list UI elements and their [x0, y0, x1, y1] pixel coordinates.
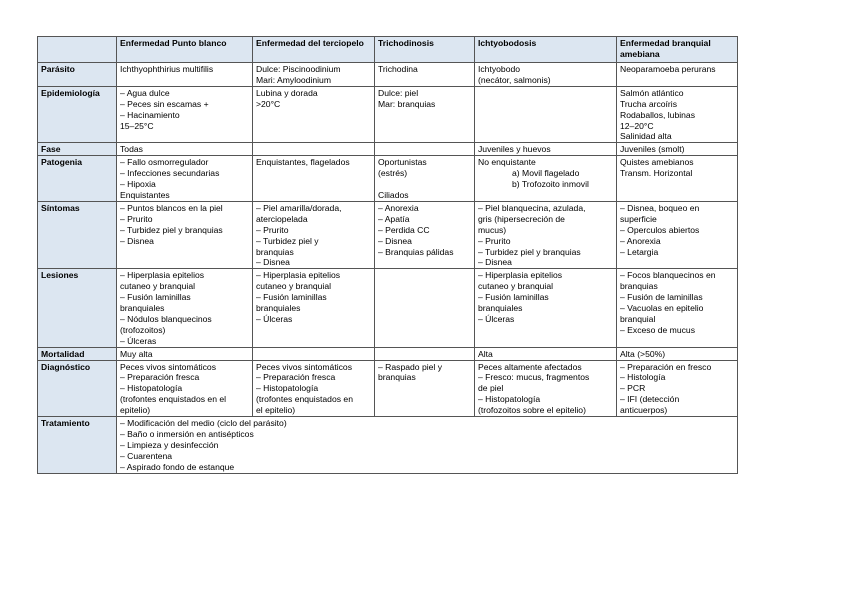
cell-line: – Hacinamiento	[120, 109, 180, 120]
cell-line: Peces vivos sintomáticos	[256, 361, 352, 372]
row-label: Patogenia	[38, 156, 117, 202]
table-cell	[253, 347, 375, 360]
cell-line: Transm. Horizontal	[620, 168, 693, 179]
row-label: Fase	[38, 143, 117, 156]
cell-line: (trofozoitos sobre el epitelio)	[478, 405, 586, 416]
table-cell	[617, 201, 738, 268]
table-row	[38, 156, 738, 202]
cell-line: – Puntos blancos en la piel	[120, 202, 223, 213]
table-cell	[475, 63, 617, 87]
cell-line: Juveniles y huevos	[478, 144, 551, 155]
table-cell	[117, 269, 253, 347]
table-body	[38, 63, 738, 474]
row-label: Parásito	[38, 63, 117, 87]
cell-line: – Prurito	[256, 224, 289, 235]
table-cell	[617, 156, 738, 202]
table-cell	[253, 143, 375, 156]
header-branquial-amebiana: Enfermedad branquial amebiana	[617, 37, 738, 63]
cell-line: – Úlceras	[120, 335, 157, 346]
cell-line: – Histopatología	[478, 394, 541, 405]
cell-line: – Anorexia	[620, 235, 661, 246]
cell-line: Juveniles (smolt)	[620, 144, 685, 155]
table-cell	[375, 63, 475, 87]
cell-line: – Disnea	[378, 235, 412, 246]
table-cell	[117, 417, 738, 474]
cell-line: anticuerpos)	[620, 405, 668, 416]
cell-line: Ichthyophthirius multifilis	[120, 64, 214, 74]
cell-line: – Aspirado fondo de estanque	[120, 461, 235, 472]
cell-line: – Branquias pálidas	[378, 246, 454, 257]
cell-line: No enquistante	[478, 157, 536, 168]
table-row	[38, 201, 738, 268]
cell-line: – Fallo osmorregulador	[120, 157, 209, 168]
cell-line: – Disnea	[478, 257, 512, 268]
table-cell	[617, 143, 738, 156]
table-cell	[375, 269, 475, 347]
cell-line: de piel	[478, 383, 504, 394]
table-cell	[117, 86, 253, 143]
cell-line: – Limpieza y desinfección	[120, 439, 219, 450]
cell-line: – Disnea, boqueo en	[620, 202, 700, 213]
cell-line: Dulce: piel	[378, 87, 419, 98]
table-cell	[617, 86, 738, 143]
cell-line: – Fusión laminillas	[478, 292, 549, 303]
sub-list	[478, 168, 613, 190]
cell-line: – Hiperplasia epitelios	[120, 270, 205, 281]
cell-line: – Piel blanquecina, azulada,	[478, 202, 586, 213]
cell-line: branquias	[378, 372, 416, 383]
cell-line: – Agua dulce	[120, 87, 170, 98]
cell-line: – Histología	[620, 372, 666, 383]
cell-line: Enquistantes	[120, 189, 170, 200]
table-row	[38, 347, 738, 360]
cell-line: branquias	[620, 281, 658, 292]
cell-line: cutaneo y branquial	[478, 281, 554, 292]
cell-line: – Prurito	[120, 213, 153, 224]
sub-list-item: b) Trofozoito inmovil	[512, 179, 589, 190]
cell-line: Muy alta	[120, 348, 153, 359]
cell-line: Trucha arcoíris	[620, 98, 677, 109]
cell-line: superficie	[620, 213, 657, 224]
cell-line: >20°C	[256, 98, 281, 109]
cell-line: – Turbidez piel y branquias	[478, 246, 581, 257]
table-cell	[617, 63, 738, 87]
cell-line: – Exceso de mucus	[620, 324, 695, 335]
cell-line: el epitelio)	[256, 405, 296, 416]
cell-line: Peces altamente afectados	[478, 361, 582, 372]
table-cell	[117, 143, 253, 156]
cell-line: Alta (>50%)	[620, 348, 666, 359]
table-cell	[617, 360, 738, 417]
table-row	[38, 269, 738, 347]
cell-line: cutaneo y branquial	[120, 281, 196, 292]
table-row	[38, 417, 738, 474]
row-label: Síntomas	[38, 201, 117, 268]
cell-line: – Infecciones secundarias	[120, 168, 220, 179]
cell-line: – Úlceras	[478, 313, 515, 324]
sub-list-item: a) Movil flagelado	[512, 168, 580, 179]
table-cell	[253, 156, 375, 202]
cell-line: Neoparamoeba perurans	[620, 64, 716, 74]
header-corner	[38, 37, 117, 63]
cell-line: – Úlceras	[256, 313, 293, 324]
table-cell	[375, 86, 475, 143]
cell-line: (trofozoitos)	[120, 324, 166, 335]
cell-line: – Vacuolas en epitelio	[620, 303, 704, 314]
cell-line: – Turbidez piel y branquias	[120, 224, 223, 235]
cell-line: – Histopatología	[120, 383, 183, 394]
cell-line: branquiales	[478, 303, 523, 314]
cell-gap	[378, 179, 471, 190]
table-cell	[253, 63, 375, 87]
cell-line: – PCR	[620, 383, 646, 394]
header-trichodinosis: Trichodinosis	[375, 37, 475, 63]
cell-line: – Anorexia	[378, 202, 419, 213]
header-ichtyobodosis: Ichtyobodosis	[475, 37, 617, 63]
cell-line: – Disnea	[120, 235, 154, 246]
table-cell	[375, 143, 475, 156]
cell-line: – Preparación fresca	[256, 372, 336, 383]
cell-line: – Operculos abiertos	[620, 224, 700, 235]
table-cell	[117, 63, 253, 87]
cell-line: Peces vivos sintomáticos	[120, 361, 216, 372]
cell-line: – Preparación en fresco	[620, 361, 712, 372]
table-cell	[617, 269, 738, 347]
row-label: Lesiones	[38, 269, 117, 347]
cell-line: – Focos blanquecinos en	[620, 270, 716, 281]
cell-line: – Fusión laminillas	[120, 292, 191, 303]
cell-line: – IFI (detección	[620, 394, 680, 405]
cell-line: – Piel amarilla/dorada,	[256, 202, 342, 213]
table-row	[38, 86, 738, 143]
disease-comparison-table	[37, 36, 738, 474]
cell-line: – Letargia	[620, 246, 659, 257]
table-cell	[475, 143, 617, 156]
table-cell	[375, 360, 475, 417]
cell-line: 12–20°C	[620, 120, 654, 131]
row-label: Tratamiento	[38, 417, 117, 474]
table-cell	[475, 201, 617, 268]
cell-line: Todas	[120, 144, 143, 155]
table-cell	[475, 86, 617, 143]
table-cell	[253, 86, 375, 143]
cell-line: – Hipoxia	[120, 179, 156, 190]
cell-line: Mar: branquias	[378, 98, 436, 109]
header-row	[38, 37, 738, 63]
table-cell	[475, 156, 617, 202]
cell-line: Enquistantes, flagelados	[256, 157, 350, 168]
cell-line: – Histopatología	[256, 383, 319, 394]
cell-line: Ichtyobodo	[478, 64, 521, 74]
cell-line: branquiales	[120, 303, 165, 314]
cell-line: Quistes amebianos	[620, 157, 694, 168]
table-cell	[117, 156, 253, 202]
cell-line: – Perdida CC	[378, 224, 430, 235]
cell-line: Salmón atlántico	[620, 87, 684, 98]
cell-line: – Fresco: mucus, fragmentos	[478, 372, 590, 383]
table-cell	[475, 269, 617, 347]
cell-line: branquiales	[256, 303, 301, 314]
cell-line: Alta	[478, 348, 493, 359]
cell-line: (trofontes enquistados en el	[120, 394, 227, 405]
table-cell	[117, 360, 253, 417]
row-label: Mortalidad	[38, 347, 117, 360]
cell-line: Mari: Amyloodinium	[256, 74, 331, 85]
cell-line: – Fusión laminillas	[256, 292, 327, 303]
cell-line: – Apatía	[378, 213, 410, 224]
cell-line: (necátor, salmonis)	[478, 74, 551, 85]
cell-line: – Modificación del medio (ciclo del parásito)	[120, 418, 287, 429]
table-cell	[117, 347, 253, 360]
table-cell	[253, 269, 375, 347]
cell-line: (estrés)	[378, 168, 408, 179]
cell-line: – Nódulos blanquecinos	[120, 313, 212, 324]
table-cell	[617, 347, 738, 360]
cell-line: – Turbidez piel y	[256, 235, 319, 246]
cell-line: gris (hipersecreción de	[478, 213, 565, 224]
header-terciopelo: Enfermedad del terciopelo	[253, 37, 375, 63]
table-cell	[375, 156, 475, 202]
cell-line: Ciliados	[378, 189, 409, 200]
cell-line: Rodaballos, lubinas	[620, 109, 696, 120]
cell-line: – Raspado piel y	[378, 361, 443, 372]
cell-line: Oportunistas	[378, 157, 427, 168]
row-label: Diagnóstico	[38, 360, 117, 417]
table-row	[38, 143, 738, 156]
table-cell	[253, 360, 375, 417]
table-cell	[375, 347, 475, 360]
table-cell	[117, 201, 253, 268]
cell-line: – Preparación fresca	[120, 372, 200, 383]
table-cell	[475, 360, 617, 417]
table-row	[38, 63, 738, 87]
cell-line: branquial	[620, 313, 656, 324]
cell-line: – Fusión de laminillas	[620, 292, 703, 303]
cell-line: epitelio)	[120, 405, 151, 416]
cell-line: – Cuarentena	[120, 450, 173, 461]
cell-line: – Prurito	[478, 235, 511, 246]
cell-line: cutaneo y branquial	[256, 281, 332, 292]
table-cell	[375, 201, 475, 268]
cell-line: Salinidad alta	[620, 131, 672, 142]
row-label: Epidemiología	[38, 86, 117, 143]
cell-line: aterciopelada	[256, 213, 308, 224]
cell-line: Dulce: Piscinoodinium	[256, 64, 341, 74]
cell-line: Trichodina	[378, 64, 418, 74]
cell-line: – Peces sin escamas +	[120, 98, 209, 109]
cell-line: 15–25°C	[120, 120, 154, 131]
cell-line: (trofontes enquistados en	[256, 394, 353, 405]
header-punto-blanco: Enfermedad Punto blanco	[117, 37, 253, 63]
table-cell	[253, 201, 375, 268]
cell-line: – Disnea	[256, 257, 290, 268]
cell-line: mucus)	[478, 224, 507, 235]
cell-line: – Hiperplasia epitelios	[256, 270, 341, 281]
cell-line: Lubina y dorada	[256, 87, 318, 98]
cell-line: branquias	[256, 246, 294, 257]
table-cell	[475, 347, 617, 360]
table-row	[38, 360, 738, 417]
cell-line: – Hiperplasia epitelios	[478, 270, 563, 281]
cell-line: – Baño o inmersión en antisépticos	[120, 429, 254, 439]
